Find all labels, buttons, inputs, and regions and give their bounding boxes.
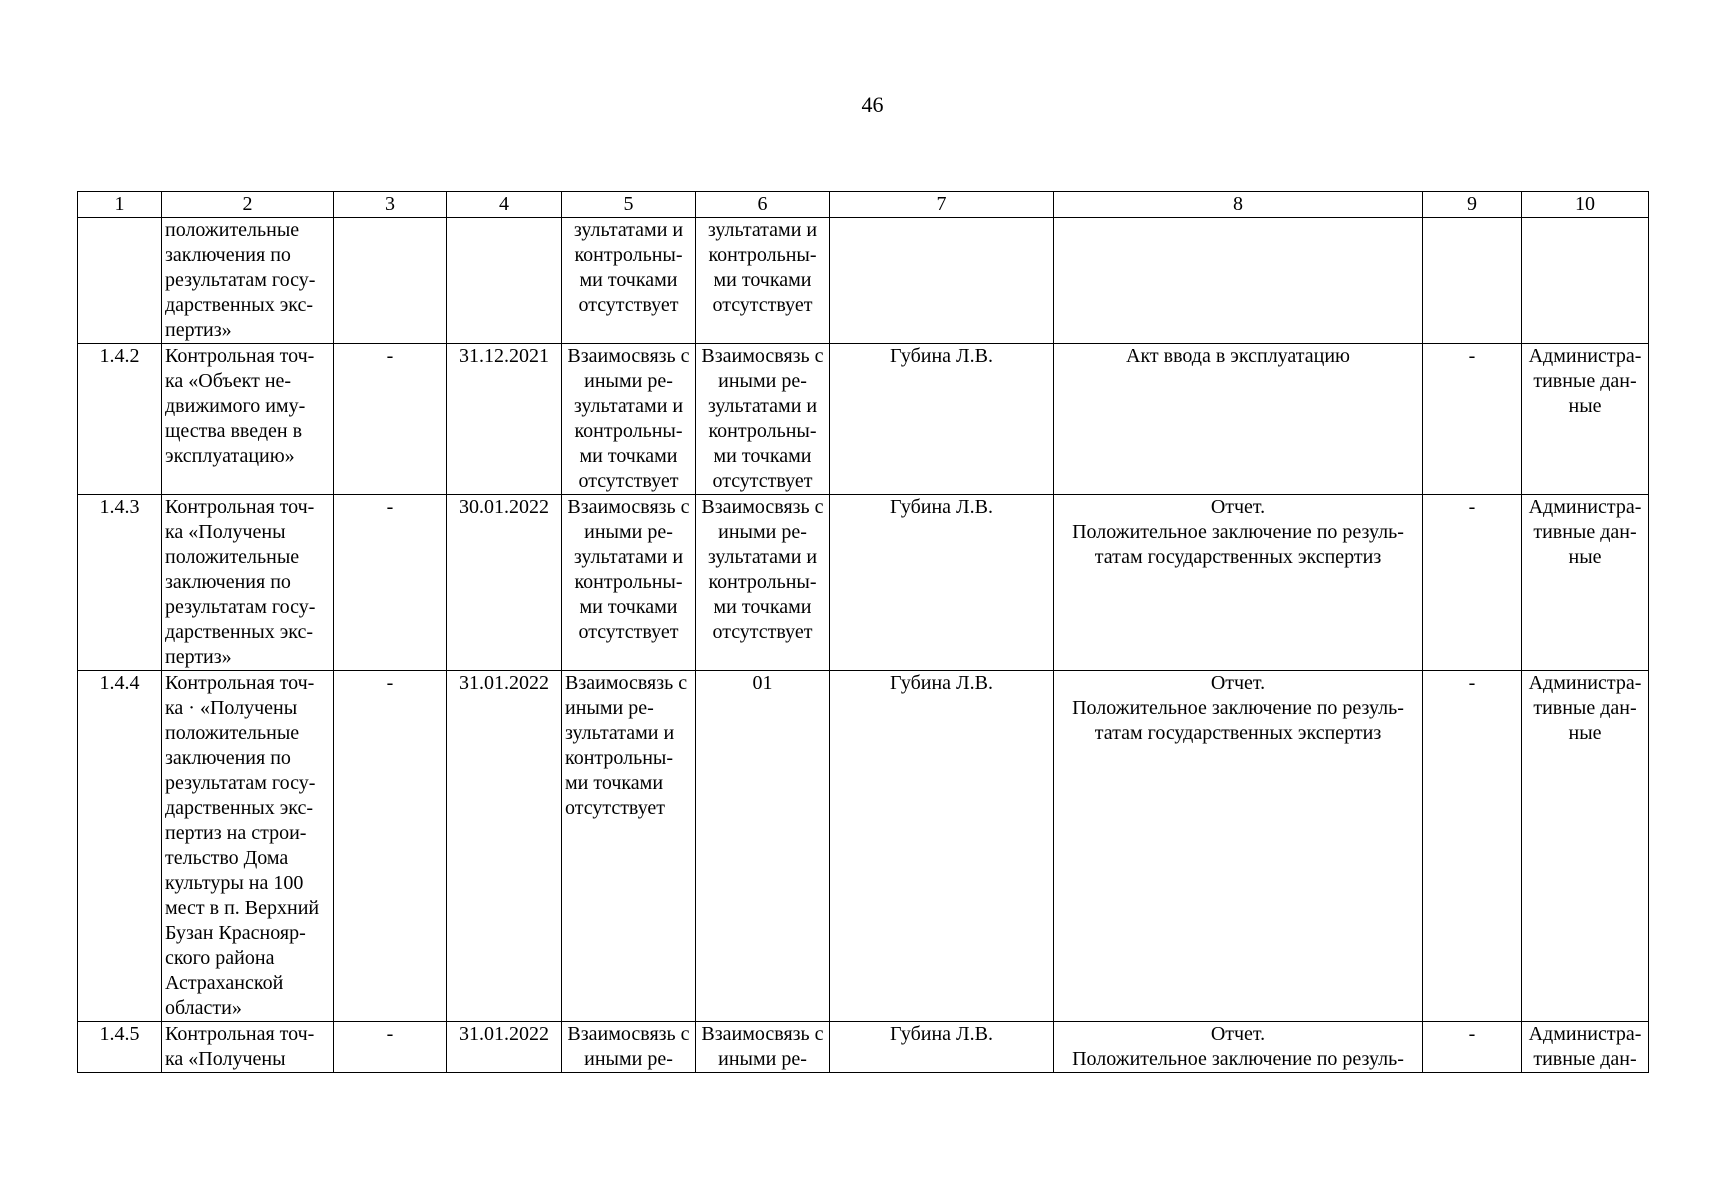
predecessor: Взаимосвязь с иными ре- зультатами и контрольны- ми точками отсутствует	[562, 344, 696, 495]
table-row	[78, 218, 1649, 344]
table-row	[78, 1022, 1649, 1073]
result-document: Отчет. Положительное заключение по резуль-	[1054, 1022, 1423, 1073]
due-date: 31.01.2022	[447, 1022, 562, 1073]
column-header: 9	[1423, 192, 1522, 218]
level-value: -	[1423, 495, 1522, 671]
due-date	[447, 218, 562, 344]
table-row	[78, 671, 1649, 1022]
column-header: 4	[447, 192, 562, 218]
base-value: -	[334, 344, 447, 495]
checkpoint-name: Контрольная точ- ка «Объект не- движимого иму- щества введен в эксплуатацию»	[162, 344, 334, 495]
predecessor: Взаимосвязь с иными ре- зультатами и контрольны- ми точками отсутствует	[562, 495, 696, 671]
row-number: 1.4.4	[78, 671, 162, 1022]
level-value: -	[1423, 1022, 1522, 1073]
column-header: 7	[830, 192, 1054, 218]
checkpoint-name: Контрольная точ- ка «Получены	[162, 1022, 334, 1073]
base-value: -	[334, 1022, 447, 1073]
successor: зультатами и контрольны- ми точками отсутствует	[696, 218, 830, 344]
checkpoint-name: положительные заключения по результатам госу- дарственных экс- пертиз»	[162, 218, 334, 344]
table-row	[78, 495, 1649, 671]
result-document	[1054, 218, 1423, 344]
column-header: 5	[562, 192, 696, 218]
responsible-person: Губина Л.В.	[830, 671, 1054, 1022]
predecessor: Взаимосвязь с иными ре- зультатами и контрольны- ми точками отсутствует	[562, 671, 696, 1022]
data-source: Администра- тивные дан-	[1522, 1022, 1649, 1073]
level-value: -	[1423, 344, 1522, 495]
checkpoint-name: Контрольная точ- ка «Получены положительные заключения по результатам госу- дарственных экс- пертиз»	[162, 495, 334, 671]
row-number: 1.4.5	[78, 1022, 162, 1073]
responsible-person: Губина Л.В.	[830, 344, 1054, 495]
data-source: Администра- тивные дан- ные	[1522, 344, 1649, 495]
result-document: Отчет. Положительное заключение по резуль- татам государственных экспертиз	[1054, 671, 1423, 1022]
predecessor: зультатами и контрольны- ми точками отсутствует	[562, 218, 696, 344]
predecessor: Взаимосвязь с иными ре-	[562, 1022, 696, 1073]
result-document: Отчет. Положительное заключение по резуль- татам государственных экспертиз	[1054, 495, 1423, 671]
due-date: 31.12.2021	[447, 344, 562, 495]
level-value	[1423, 218, 1522, 344]
result-document: Акт ввода в эксплуатацию	[1054, 344, 1423, 495]
schedule-table	[77, 191, 1649, 1073]
successor: Взаимосвязь с иными ре-	[696, 1022, 830, 1073]
column-header: 6	[696, 192, 830, 218]
base-value	[334, 218, 447, 344]
row-number: 1.4.3	[78, 495, 162, 671]
row-number	[78, 218, 162, 344]
base-value: -	[334, 495, 447, 671]
due-date: 31.01.2022	[447, 671, 562, 1022]
checkpoint-name: Контрольная точ- ка · «Получены положительные заключения по результатам госу- дарственных экс- пертиз на строи- тельство Дома культуры на 100 мест в п. Верхний Бузан Краснояр- ского района Астраханской области»	[162, 671, 334, 1022]
column-header: 2	[162, 192, 334, 218]
successor: Взаимосвязь с иными ре- зультатами и контрольны- ми точками отсутствует	[696, 344, 830, 495]
responsible-person: Губина Л.В.	[830, 1022, 1054, 1073]
successor: Взаимосвязь с иными ре- зультатами и контрольны- ми точками отсутствует	[696, 495, 830, 671]
column-header: 3	[334, 192, 447, 218]
data-source: Администра- тивные дан- ные	[1522, 671, 1649, 1022]
column-header: 1	[78, 192, 162, 218]
column-header: 10	[1522, 192, 1649, 218]
successor: 01	[696, 671, 830, 1022]
data-source: Администра- тивные дан- ные	[1522, 495, 1649, 671]
page-number: 46	[861, 92, 884, 117]
data-source	[1522, 218, 1649, 344]
due-date: 30.01.2022	[447, 495, 562, 671]
row-number: 1.4.2	[78, 344, 162, 495]
table-row	[78, 344, 1649, 495]
base-value: -	[334, 671, 447, 1022]
level-value: -	[1423, 671, 1522, 1022]
column-header: 8	[1054, 192, 1423, 218]
column-number-header-row	[78, 192, 1649, 218]
responsible-person: Губина Л.В.	[830, 495, 1054, 671]
responsible-person	[830, 218, 1054, 344]
